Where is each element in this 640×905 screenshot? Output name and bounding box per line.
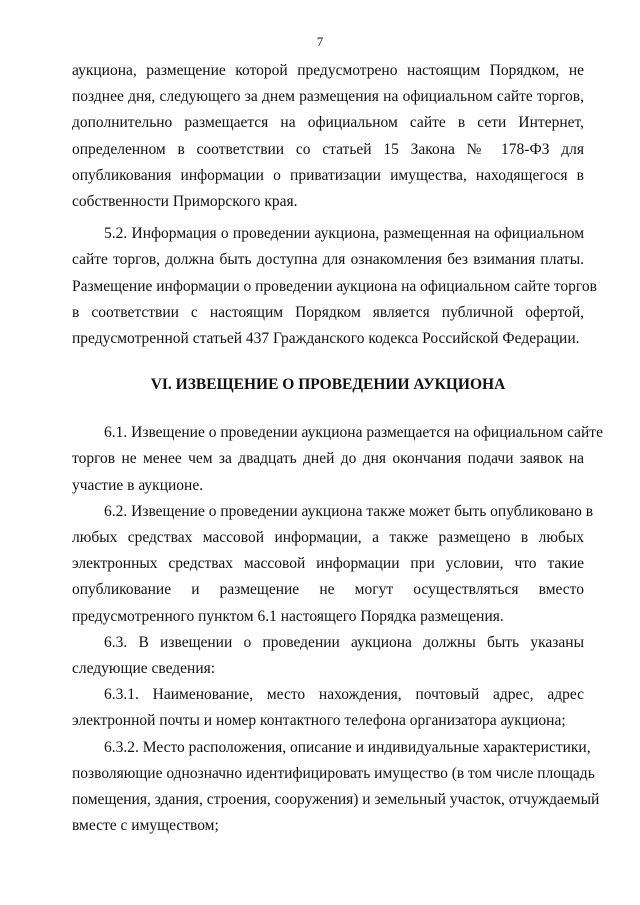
text-line: Размещение информации о проведении аукциона на официальном сайте торгов	[72, 277, 597, 295]
paragraph-6-3-1	[72, 682, 584, 734]
paragraph-6-2	[72, 499, 594, 630]
text-line: помещения, здания, строения, сооружения) и земельный участок, отчуждаемый	[72, 791, 600, 809]
paragraph-6-1	[72, 420, 603, 499]
text-line: позволяющие однозначно идентифицировать имущество (в том числе площадь	[72, 764, 595, 782]
paragraph-6-3-2	[72, 735, 600, 840]
text-line: в соответствии с настоящим Порядком является публичной офертой,	[72, 303, 584, 321]
text-line: опубликования информации о приватизации имущества, находящегося в	[72, 166, 584, 184]
text-line: опубликование и размещение не могут осуществляться вместо	[72, 581, 584, 599]
text-line: сайте торгов, должна быть доступна для ознакомления без взимания платы.	[72, 251, 584, 269]
text-line: предусмотренного пунктом 6.1 настоящего Порядка размещения.	[72, 607, 504, 625]
text-line: аукциона, размещение которой предусмотрено настоящим Порядком, не	[72, 62, 584, 79]
text-line: определенном в соответствии со статьей 15 Закона № 178-ФЗ для	[72, 140, 584, 158]
text-line: 5.2. Информация о проведении аукциона, размещенная на официальном	[104, 225, 584, 243]
text-line: электронной почты и номер контактного телефона организатора аукциона;	[72, 712, 566, 730]
text-line: 6.3.2. Место расположения, описание и индивидуальные характеристики,	[104, 738, 591, 756]
paragraph-continuation	[72, 58, 584, 215]
text-line: участие в аукционе.	[72, 476, 204, 494]
text-line: предусмотренной статьей 437 Гражданского кодекса Российской Федерации.	[72, 330, 580, 348]
text-line: 6.3.1. Наименование, место нахождения, почтовый адрес, адрес	[104, 686, 584, 704]
text-line: 6.1. Извещение о проведении аукциона размещается на официальном сайте	[104, 424, 603, 442]
paragraph-5-2	[72, 221, 597, 352]
text-line: собственности Приморского края.	[72, 193, 298, 211]
text-line: любых средствах массовой информации, а также размещено в любых	[72, 529, 584, 547]
text-line: 6.2. Извещение о проведении аукциона также может быть опубликовано в	[104, 502, 594, 520]
text-line: 6.3. В извещении о проведении аукциона должны быть указаны	[104, 633, 584, 651]
text-line: электронных средствах массовой информации при условии, что такие	[72, 555, 584, 573]
text-line: дополнительно размещается на официальном сайте в сети Интернет,	[72, 114, 584, 132]
text-line: вместе с имуществом;	[72, 817, 219, 835]
text-line: следующие сведения:	[72, 660, 216, 678]
text-line: позднее дня, следующего за днем размещения на официальном сайте торгов,	[72, 88, 584, 106]
paragraph-6-3	[72, 630, 584, 682]
section-heading: VI. ИЗВЕЩЕНИЕ О ПРОВЕДЕНИИ АУКЦИОНА	[150, 376, 506, 394]
document-body	[72, 58, 603, 839]
text-line: торгов не менее чем за двадцать дней до дня окончания подачи заявок на	[72, 450, 584, 468]
page-number: 7	[316, 34, 324, 49]
